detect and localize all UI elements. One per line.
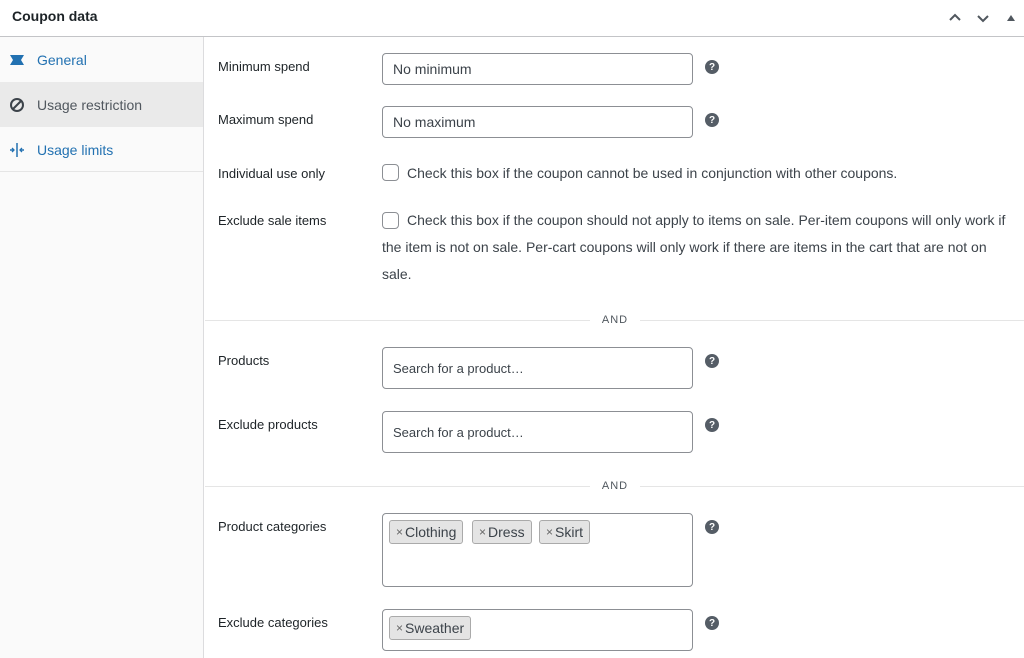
help-icon[interactable]: ? — [705, 60, 719, 74]
tag-label: Sweather — [405, 620, 465, 636]
category-tag-clothing[interactable] — [389, 520, 463, 544]
maximum-spend-input[interactable] — [382, 106, 693, 138]
exclude-products-search-input[interactable] — [382, 411, 693, 453]
products-placeholder: Search for a product… — [393, 361, 524, 376]
category-tag-skirt[interactable] — [539, 520, 590, 544]
toggle-panel-icon[interactable] — [1002, 9, 1020, 27]
minimum-spend-label: Minimum spend — [218, 59, 310, 74]
individual-use-checkbox[interactable] — [382, 164, 399, 181]
ban-icon — [8, 96, 26, 114]
minimum-spend-input[interactable] — [382, 53, 693, 85]
products-search-input[interactable] — [382, 347, 693, 389]
exclude-categories-label: Exclude categories — [218, 615, 328, 630]
help-icon[interactable]: ? — [705, 418, 719, 432]
sidebar-divider — [0, 171, 203, 172]
category-tag-dress[interactable] — [472, 520, 532, 544]
tag-label: Skirt — [555, 524, 584, 540]
separator-and: AND — [590, 480, 640, 492]
tab-usage-limits[interactable] — [0, 127, 203, 172]
product-categories-label: Product categories — [218, 519, 327, 534]
ticket-icon — [8, 51, 26, 69]
remove-tag-icon[interactable]: × — [396, 525, 404, 539]
exclude-products-label: Exclude products — [218, 417, 318, 432]
exclude-products-placeholder: Search for a product… — [393, 425, 524, 440]
exclude-sale-label: Exclude sale items — [218, 213, 327, 228]
minimum-spend-placeholder: No minimum — [393, 61, 472, 77]
tab-usage-restriction-label: Usage restriction — [37, 96, 143, 113]
limits-icon — [8, 141, 26, 159]
tag-label: Dress — [488, 524, 525, 540]
help-icon[interactable]: ? — [705, 520, 719, 534]
exclude-sale-description: Check this box if the coupon should not apply to items on sale. Per-item coupons will only work if the item is not on sale. Per-cart coupons will only work if there are items in the cart that are not on sale. — [382, 212, 1006, 282]
tab-general[interactable] — [0, 37, 203, 82]
separator-and: AND — [590, 314, 640, 326]
tag-label: Clothing — [405, 524, 457, 540]
coupon-tabs-sidebar — [0, 37, 204, 658]
tab-general-label: General — [37, 51, 87, 68]
remove-tag-icon[interactable]: × — [546, 525, 554, 539]
panel-title: Coupon data — [12, 8, 98, 24]
help-icon[interactable]: ? — [705, 354, 719, 368]
remove-tag-icon[interactable]: × — [396, 621, 404, 635]
help-icon[interactable]: ? — [705, 616, 719, 630]
individual-use-description: Check this box if the coupon cannot be used in conjunction with other coupons. — [407, 165, 898, 181]
chevron-down-icon[interactable] — [974, 9, 992, 27]
maximum-spend-placeholder: No maximum — [393, 114, 476, 130]
tab-usage-restriction[interactable] — [0, 82, 203, 127]
remove-tag-icon[interactable]: × — [479, 525, 487, 539]
panel-header — [0, 0, 1024, 37]
products-label: Products — [218, 353, 270, 368]
tab-usage-limits-label: Usage limits — [37, 141, 114, 158]
maximum-spend-label: Maximum spend — [218, 112, 314, 127]
exclude-category-tag-sweather[interactable] — [389, 616, 471, 640]
individual-use-label: Individual use only — [218, 166, 325, 181]
help-icon[interactable]: ? — [705, 113, 719, 127]
chevron-up-icon[interactable] — [946, 9, 964, 27]
